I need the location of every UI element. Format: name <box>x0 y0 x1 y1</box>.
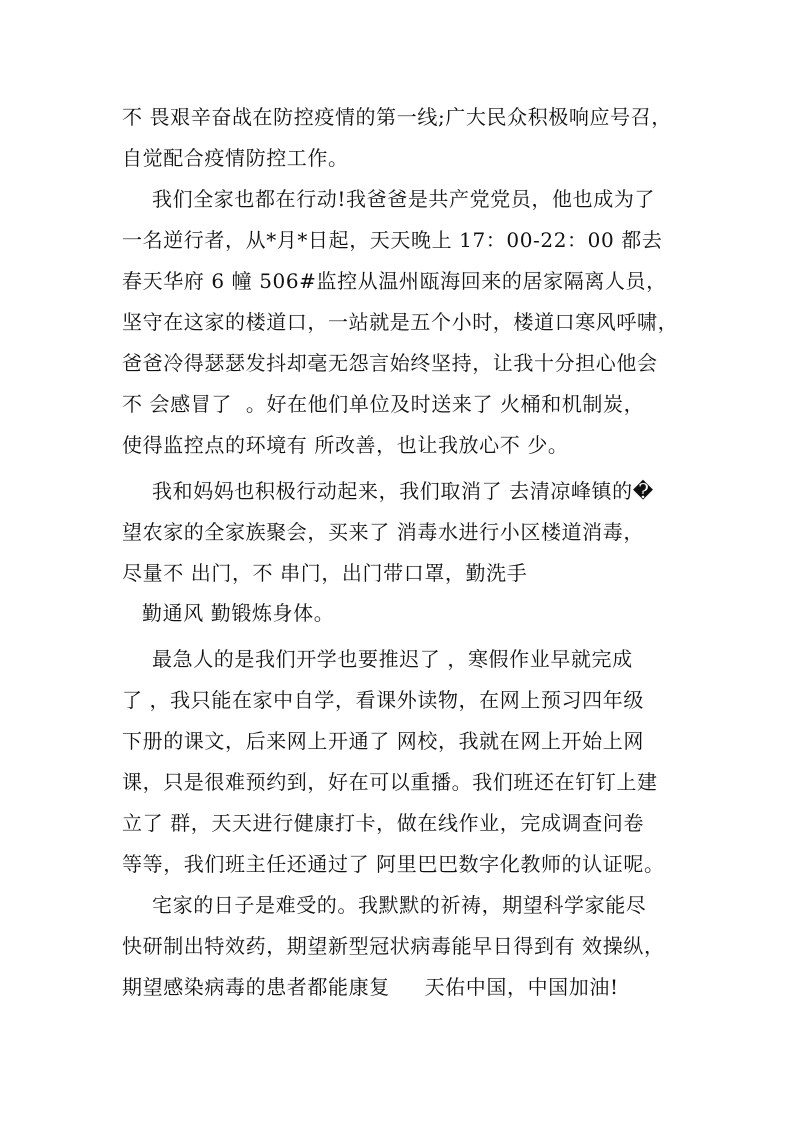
text-line: 期望感染病毒的患者都能康复 天佑中国，中国加油! <box>122 975 619 999</box>
text-line: 不 会感冒了 。好在他们单位及时送来了 火桶和机制炭， <box>122 392 645 416</box>
text-line: 勤通风 勤锻炼身体。 <box>142 601 335 625</box>
text-line: 自觉配合疫情防控工作。 <box>122 146 349 170</box>
text-line: 春天华府 6 幢 506#监控从温州瓯海回来的居家隔离人员， <box>122 269 667 293</box>
text-line: 不 畏艰辛奋战在防控疫情的第一线;广大民众积极响应号召， <box>122 105 672 129</box>
text-line: 一名逆行者，从*月*日起，天天晚上 17：00-22：00 都去 <box>122 228 663 252</box>
text-line: 我们全家也都在行动!我爸爸是共产党党员，他也成为了 <box>152 187 656 211</box>
text-line: 我和妈妈也积极行动起来，我们取消了 去清凉峰镇的� <box>152 479 654 503</box>
text-line: 快研制出特效药，期望新型冠状病毒能早日得到有 效操纵， <box>122 934 665 958</box>
text-line: 等等，我们班主任还通过了 阿里巴巴数字化教师的认证呢。 <box>122 852 665 876</box>
text-line: 爸爸冷得瑟瑟发抖却毫无怨言始终坚持，让我十分担心他会 <box>122 351 658 375</box>
text-line: 课，只是很难预约到，好在可以重播。我们班还在钉钉上建 <box>122 770 658 794</box>
text-line: 尽量不 出门，不 串门，出门带口罩，勤洗手 <box>122 561 528 585</box>
text-line: 望农家的全家族聚会，买来了 消毒水进行小区楼道消毒， <box>122 520 644 544</box>
text-line: 最急人的是我们开学也要推迟了 ，寒假作业早就完成 <box>152 647 633 671</box>
text-line: 使得监控点的环境有 所改善，也让我放心不 少。 <box>122 433 569 457</box>
text-line: 坚守在这家的楼道口，一站就是五个小时，楼道口寒风呼啸， <box>122 310 679 334</box>
text-line: 宅家的日子是难受的。我默默的祈祷，期望科学家能尽 <box>152 893 647 917</box>
text-line: 下册的课文，后来网上开通了 网校，我就在网上开始上网 <box>122 729 644 753</box>
text-line: 立了 群，天天进行健康打卡，做在线作业，完成调查问卷 <box>122 811 644 835</box>
text-line: 了 ，我只能在家中自学，看课外读物，在网上预习四年级 <box>122 688 644 712</box>
